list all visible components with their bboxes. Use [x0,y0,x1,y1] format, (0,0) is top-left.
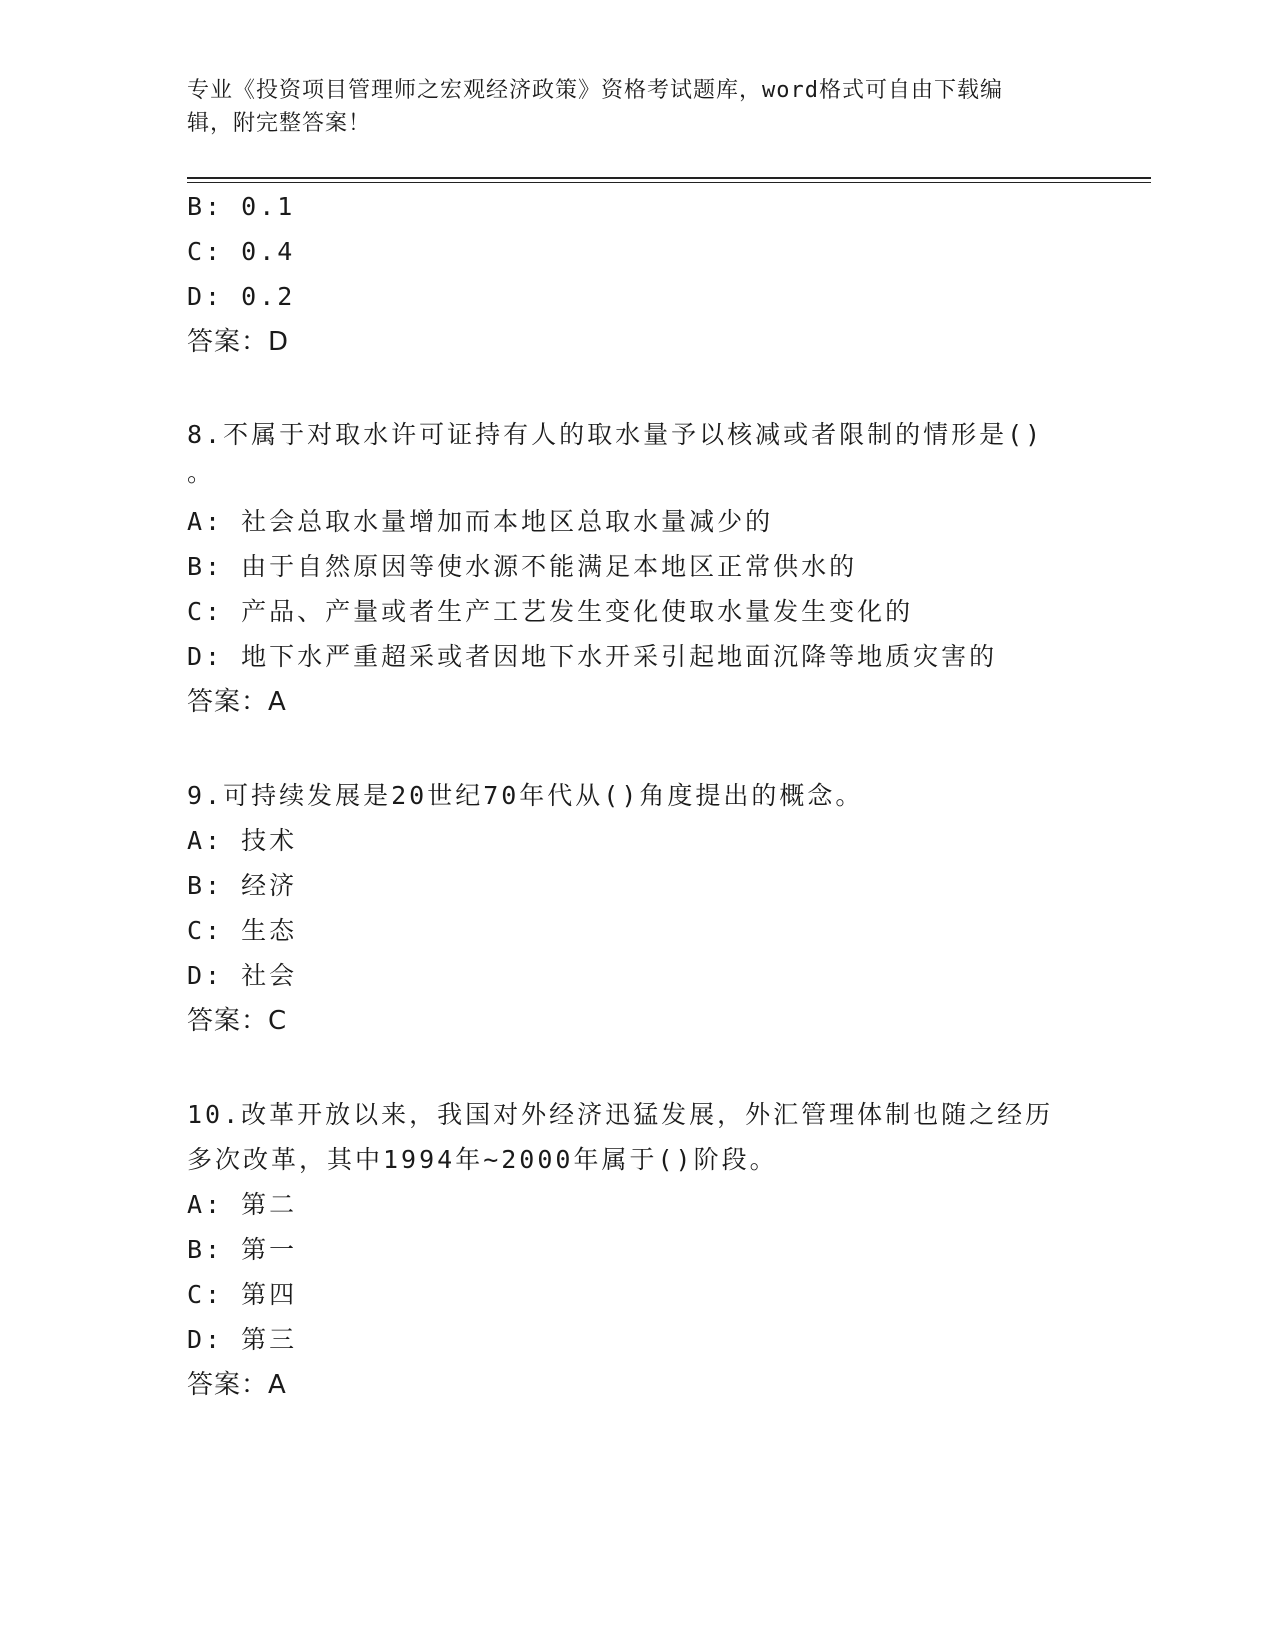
q7-option-c: C: 0.4 [187,237,296,266]
document-header [187,74,1087,140]
q10-question-line-1: 10.改革开放以来，我国对外经济迅猛发展，外汇管理体制也随之经历 [187,1100,1054,1129]
q10-answer: 答案：A [187,1370,287,1400]
q10-question-line-2: 多次改革，其中1994年~2000年属于()阶段。 [187,1145,778,1174]
q8-option-b: B: 由于自然原因等使水源不能满足本地区正常供水的 [187,552,858,581]
q8-option-c: C: 产品、产量或者生产工艺发生变化使取水量发生变化的 [187,597,914,626]
header-line-1: 专业《投资项目管理师之宏观经济政策》资格考试题库，word格式可自由下载编 [187,78,1003,103]
q8-option-d: D: 地下水严重超采或者因地下水开采引起地面沉降等地质灾害的 [187,642,998,671]
header-rule-thin [187,182,1151,183]
q8-option-a: A: 社会总取水量增加而本地区总取水量减少的 [187,507,774,536]
q9-option-d: D: 社会 [187,961,298,990]
q9-option-b: B: 经济 [187,871,298,900]
header-line-2: 辑，附完整答案！ [187,111,372,136]
q7-option-d: D: 0.2 [187,282,296,311]
q8-answer: 答案：A [187,687,287,717]
q10-option-c: C: 第四 [187,1280,298,1309]
q10-option-b: B: 第一 [187,1235,298,1264]
q10-option-a: A: 第二 [187,1190,298,1219]
q7-option-b: B: 0.1 [187,192,296,221]
q9-option-c: C: 生态 [187,916,298,945]
q10-option-d: D: 第三 [187,1325,298,1354]
header-rule-thick [187,177,1151,179]
q8-question-line-1: 8.不属于对取水许可证持有人的取水量予以核减或者限制的情形是() [187,420,1044,449]
q8-question-line-2: 。 [187,458,216,487]
q7-answer: 答案：D [187,327,290,357]
q9-answer: 答案：C [187,1006,288,1036]
q9-question: 9.可持续发展是20世纪70年代从()角度提出的概念。 [187,781,864,810]
q9-option-a: A: 技术 [187,826,298,855]
